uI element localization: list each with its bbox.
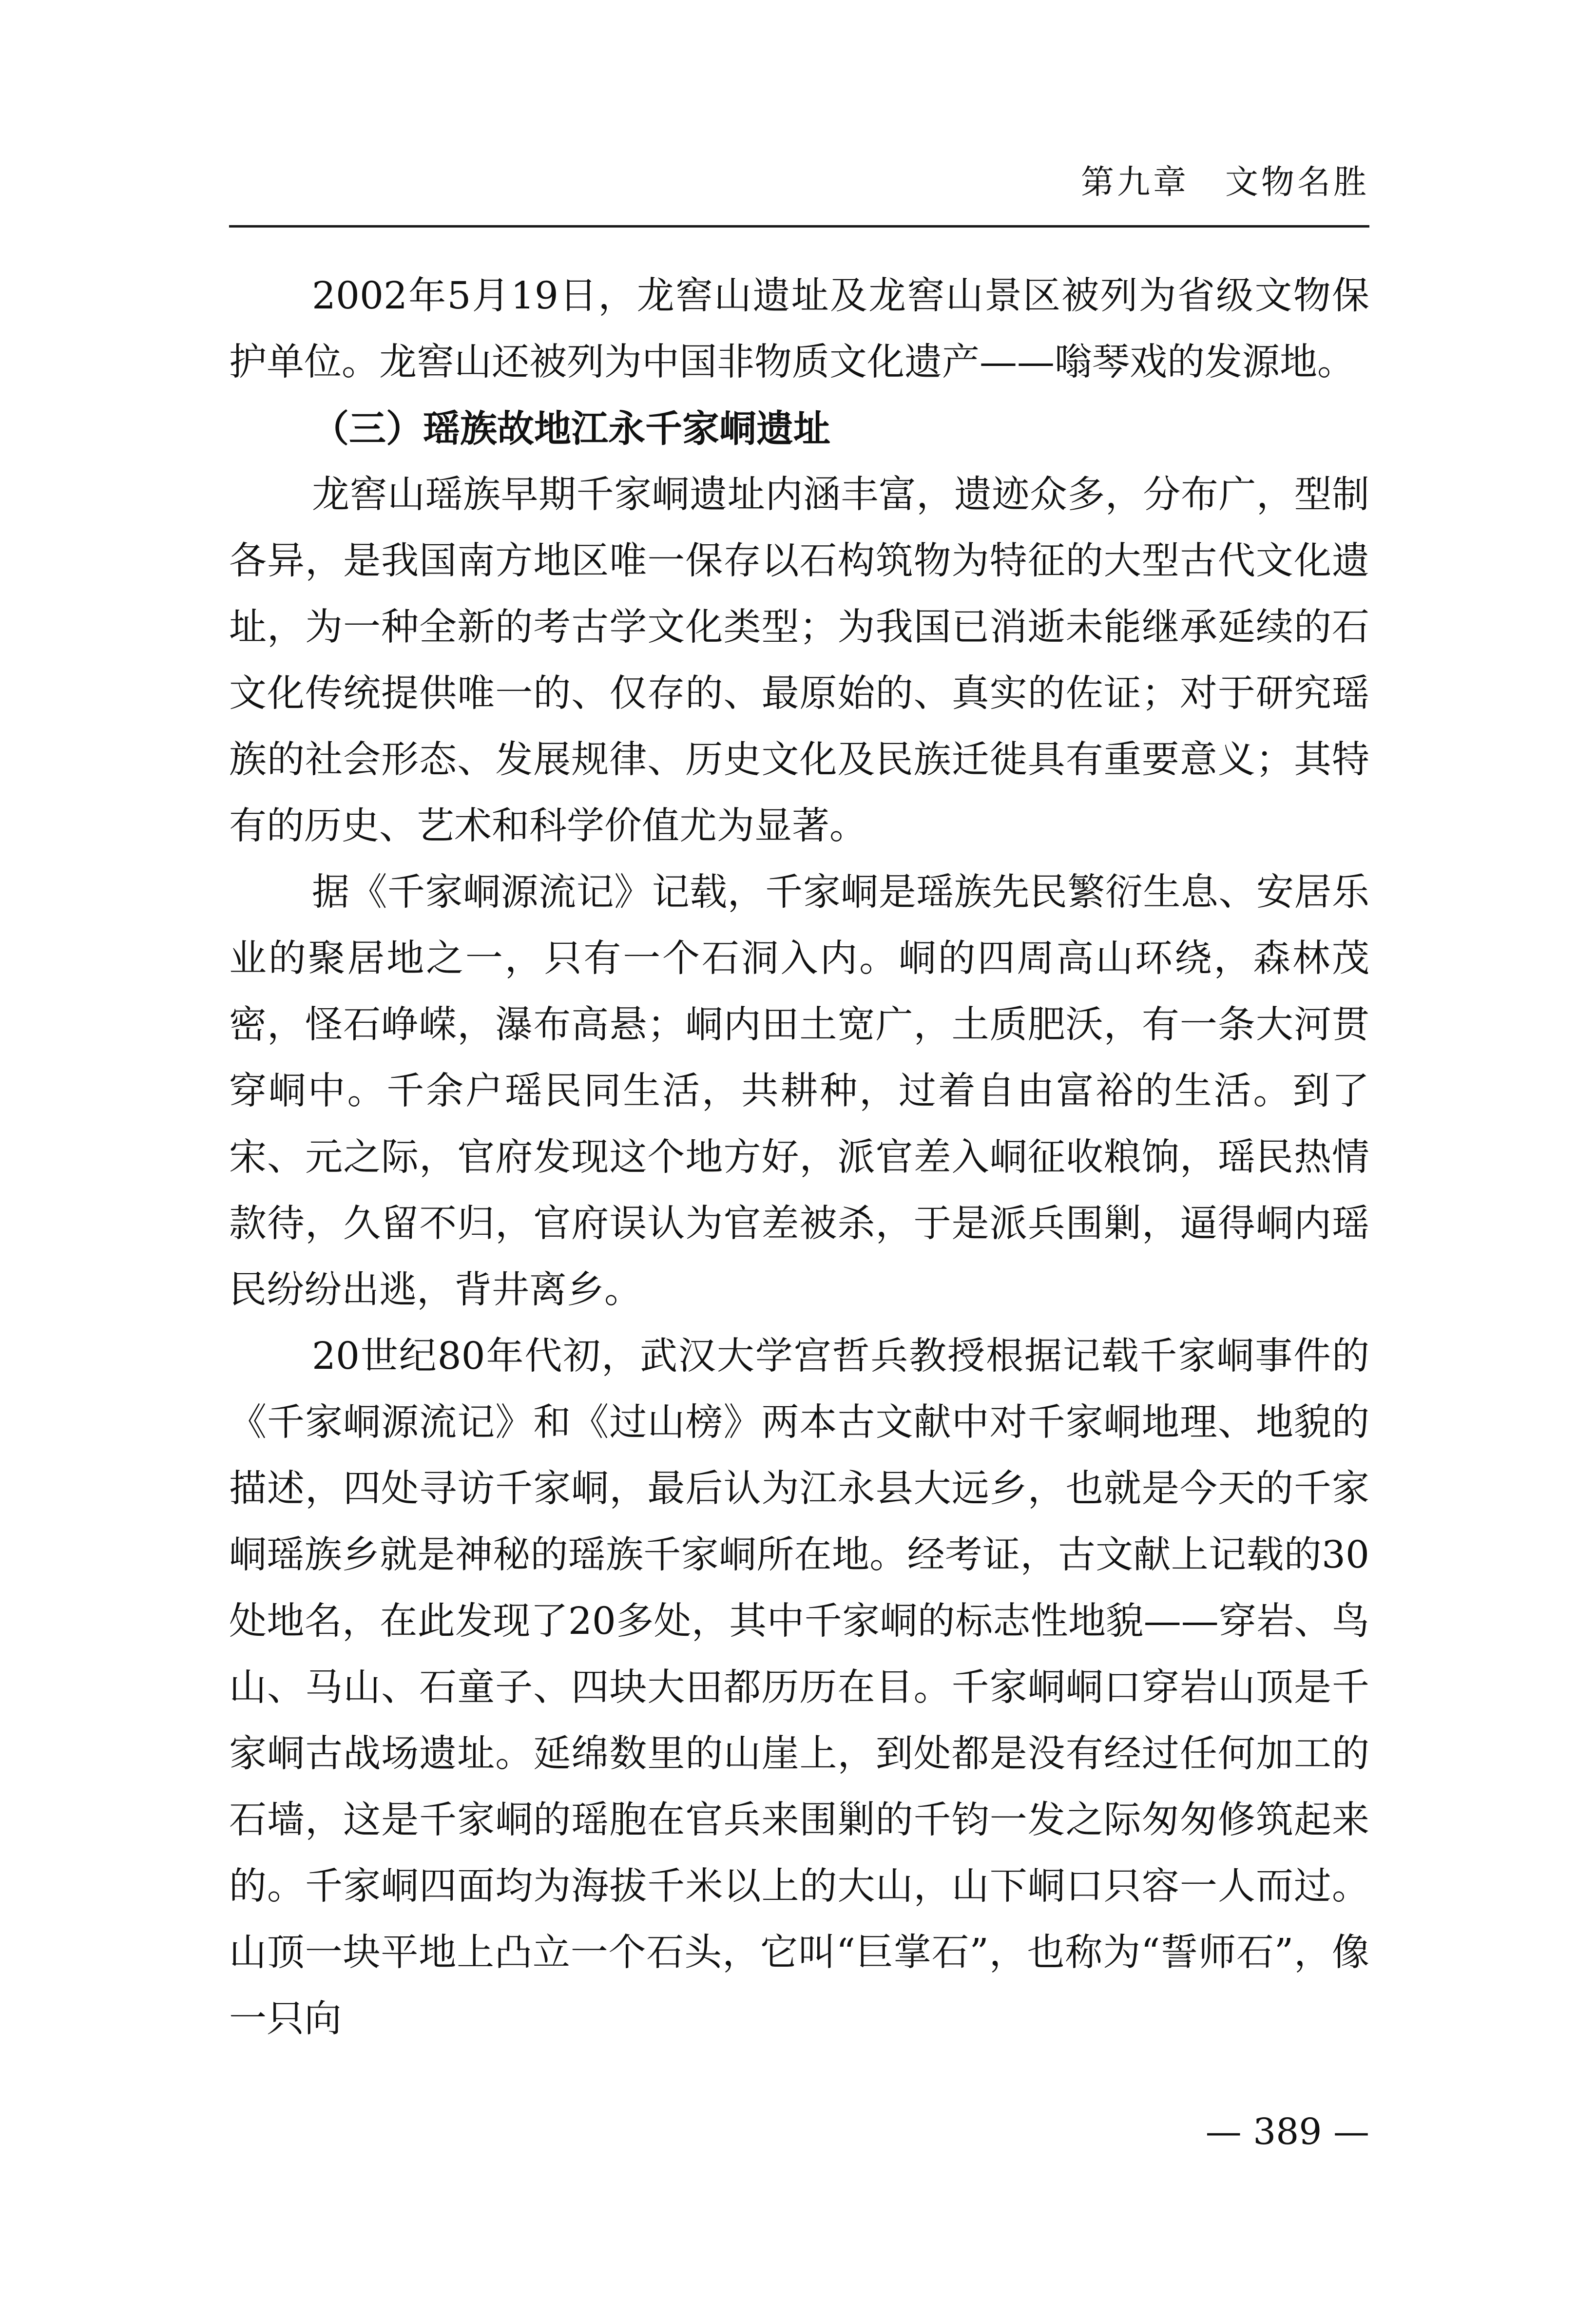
paragraph: 据《千家峒源流记》记载，千家峒是瑶族先民繁衍生息、安居乐业的聚居地之一，只有一个石洞入内。峒的四周高山环绕，森林茂密，怪石峥嵘，瀑布高悬；峒内田土宽广，土质肥沃，有一条大河贯穿峒中。千余户瑶民同生活，共耕种，过着自由富裕的生活。到了宋、元之际，官府发现这个地方好，派官差入峒征收粮饷，瑶民热情款待，久留不归，官府误认为官差被杀，于是派兵围剿，逼得峒内瑶民纷纷出逃，背井离乡。: [229, 871, 1369, 1312]
section-heading: （三）瑶族故地江永千家峒遗址: [312, 407, 830, 450]
paragraph: 20世纪80年代初，武汉大学宫哲兵教授根据记载千家峒事件的《千家峒源流记》和《过山榜》两本古文献中对千家峒地理、地貌的描述，四处寻访千家峒，最后认为江永县大远乡，也就是今天的千家峒瑶族乡就是神秘的瑶族千家峒所在地。经考证，古文献上记载的30处地名，在此发现了20多处，其中千家峒的标志性地貌——穿岩、鸟山、马山、石童子、四块大田都历历在目。千家峒峒口穿岩山顶是千家峒古战场遗址。延绵数里的山崖上，到处都是没有经过任何加工的石墙，这是千家峒的瑶胞在官兵来围剿的千钧一发之际匆匆修筑起来的。千家峒四面均为海拔千米以上的大山，山下峒口只容一人而过。山顶一块平地上凸立一个石头，它叫“巨掌石”，也称为“誓师石”，像一只向: [229, 1335, 1369, 2041]
header-rule: [229, 225, 1369, 228]
paragraph: 2002年5月19日，龙窖山遗址及龙窖山景区被列为省级文物保护单位。龙窖山还被列为中国非物质文化遗产——嗡琴戏的发源地。: [229, 274, 1369, 384]
page-number: — 389 —: [1205, 2111, 1369, 2153]
main-text: [229, 263, 1369, 2052]
paragraph: 龙窖山瑶族早期千家峒遗址内涵丰富，遗迹众多，分布广，型制各异，是我国南方地区唯一保存以石构筑物为特征的大型古代文化遗址，为一种全新的考古学文化类型；为我国已消逝未能继承延续的石文化传统提供唯一的、仅存的、最原始的、真实的佐证；对于研究瑶族的社会形态、发展规律、历史文化及民族迁徙具有重要意义；其特有的历史、艺术和科学价值尤为显著。: [229, 473, 1369, 848]
chapter-running-head: 第九章 文物名胜: [1080, 163, 1369, 202]
